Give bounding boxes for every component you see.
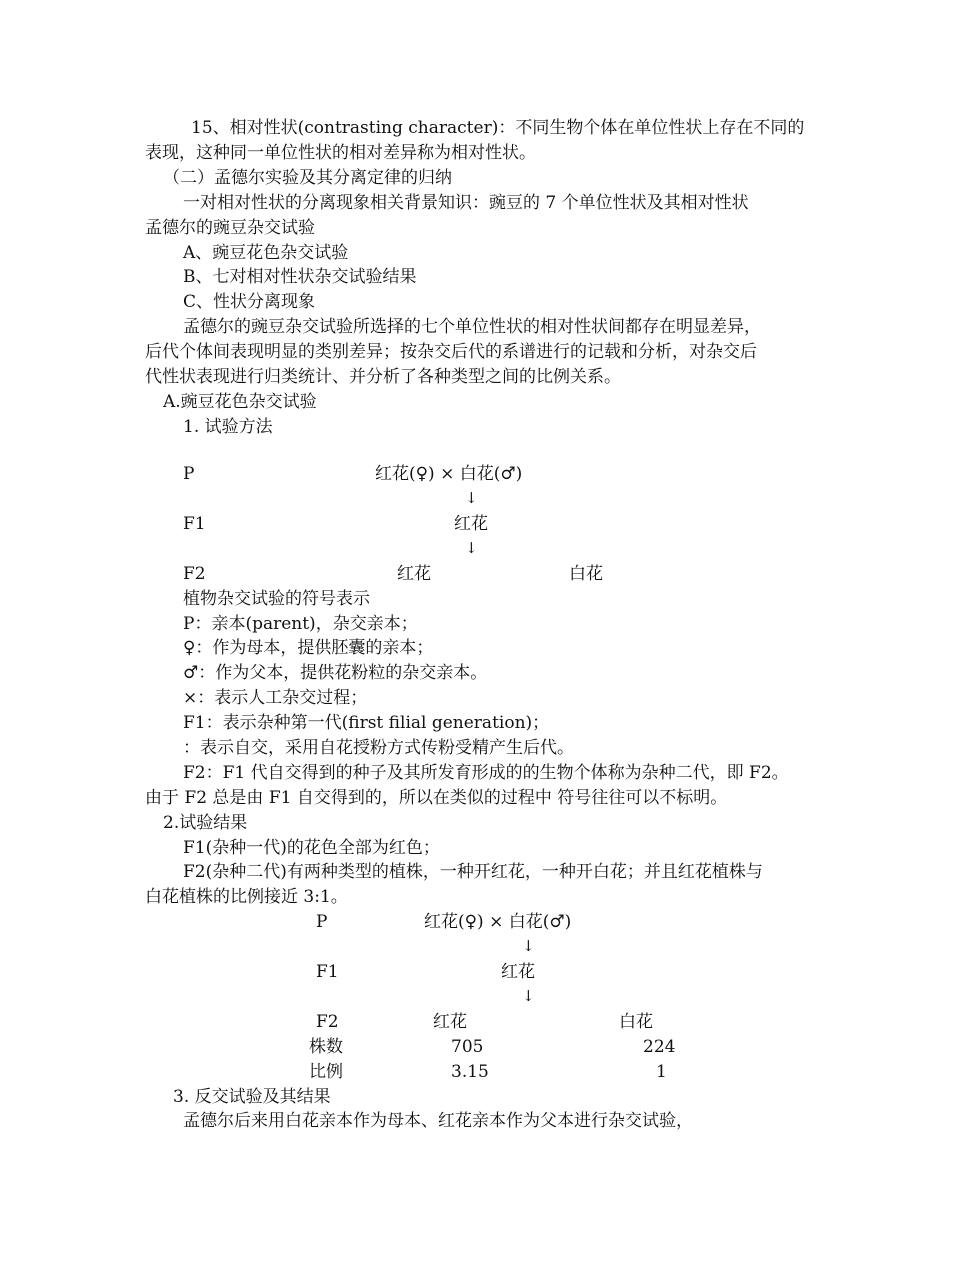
ratio-red: 3.15 xyxy=(451,1062,489,1082)
p-label: P xyxy=(316,912,328,932)
f1-label: F1 xyxy=(183,514,206,534)
f1-label: F1 xyxy=(316,962,339,982)
subsection-heading: 3. 反交试验及其结果 xyxy=(173,1087,331,1107)
down-arrow-icon: ↓ xyxy=(465,489,478,507)
paragraph-line: 代性状表现进行归类统计、并分析了各种类型之间的比例关系。 xyxy=(145,367,621,387)
down-arrow-icon: ↓ xyxy=(522,987,535,1005)
paragraph-line: 孟德尔的豌豆杂交试验所选择的七个单位性状的相对性状间都存在明显差异， xyxy=(183,317,761,337)
symbol-definition: P：亲本(parent)，杂交亲本； xyxy=(183,614,418,634)
down-arrow-icon: ↓ xyxy=(522,937,535,955)
symbol-definition: ：表示自交，采用自花授粉方式传粉受精产生后代。 xyxy=(183,738,574,758)
paragraph-line: 后代个体间表现明显的类别差异；按杂交后代的系谱进行的记载和分析，对杂交后 xyxy=(145,342,757,362)
f1-value: 红花 xyxy=(501,962,535,982)
paragraph-line: 孟德尔后来用白花亲本作为母本、红花亲本作为父本进行杂交试验， xyxy=(183,1111,693,1131)
paragraph-line: F1(杂种一代)的花色全部为红色； xyxy=(183,838,440,858)
ratio-label: 比例 xyxy=(309,1062,343,1082)
symbol-definition: ♂：作为父本，提供花粉粒的杂交亲本。 xyxy=(183,663,488,683)
f1-value: 红花 xyxy=(454,514,488,534)
symbol-definition: ×：表示人工杂交过程； xyxy=(183,688,368,708)
paragraph-line: 由于 F2 总是由 F1 自交得到的，所以在类似的过程中 符号往往可以不标明。 xyxy=(145,788,728,808)
symbol-definition: ♀：作为母本，提供胚囊的亲本； xyxy=(183,638,434,658)
f2-white: 白花 xyxy=(569,564,603,584)
definition-line: 15、相对性状(contrasting character)：不同生物个体在单位性状上存在不同的 xyxy=(191,118,805,138)
down-arrow-icon: ↓ xyxy=(465,539,478,557)
f2-label: F2 xyxy=(183,564,206,584)
ratio-white: 1 xyxy=(656,1062,667,1082)
paragraph-line: F2(杂种二代)有两种类型的植株，一种开红花，一种开白花；并且红花植株与 xyxy=(183,862,763,882)
subsection-heading: 2.试验结果 xyxy=(163,813,248,833)
list-item: C、性状分离现象 xyxy=(183,292,316,312)
definition-line: 表现，这种同一单位性状的相对差异称为相对性状。 xyxy=(145,143,536,163)
paragraph-line: 白花植株的比例接近 3:1。 xyxy=(145,887,348,907)
count-white: 224 xyxy=(643,1037,676,1057)
section-heading: A.豌豆花色杂交试验 xyxy=(163,392,317,412)
cross-expression: 红花(♀) × 白花(♂) xyxy=(424,912,572,932)
cross-expression: 红花(♀) × 白花(♂) xyxy=(375,464,523,484)
f2-white: 白花 xyxy=(619,1012,653,1032)
f2-label: F2 xyxy=(316,1012,339,1032)
symbol-definition: F1：表示杂种第一代(first filial generation)； xyxy=(183,713,550,733)
symbols-heading: 植物杂交试验的符号表示 xyxy=(183,589,370,609)
paragraph-line: 孟德尔的豌豆杂交试验 xyxy=(145,218,315,238)
list-item: A、豌豆花色杂交试验 xyxy=(183,243,349,263)
f2-red: 红花 xyxy=(433,1012,467,1032)
p-label: P xyxy=(183,464,195,484)
paragraph-line: 一对相对性状的分离现象相关背景知识：豌豆的 7 个单位性状及其相对性状 xyxy=(183,193,749,213)
paragraph-line: F2：F1 代自交得到的种子及其所发育形成的的生物个体称为杂种二代，即 F2。 xyxy=(183,763,789,783)
count-red: 705 xyxy=(451,1037,484,1057)
section-heading: （二）孟德尔实验及其分离定律的归纳 xyxy=(163,168,452,188)
list-item: B、七对相对性状杂交试验结果 xyxy=(183,267,417,287)
subsection-heading: 1. 试验方法 xyxy=(183,417,273,437)
count-label: 株数 xyxy=(309,1037,343,1057)
f2-red: 红花 xyxy=(397,564,431,584)
